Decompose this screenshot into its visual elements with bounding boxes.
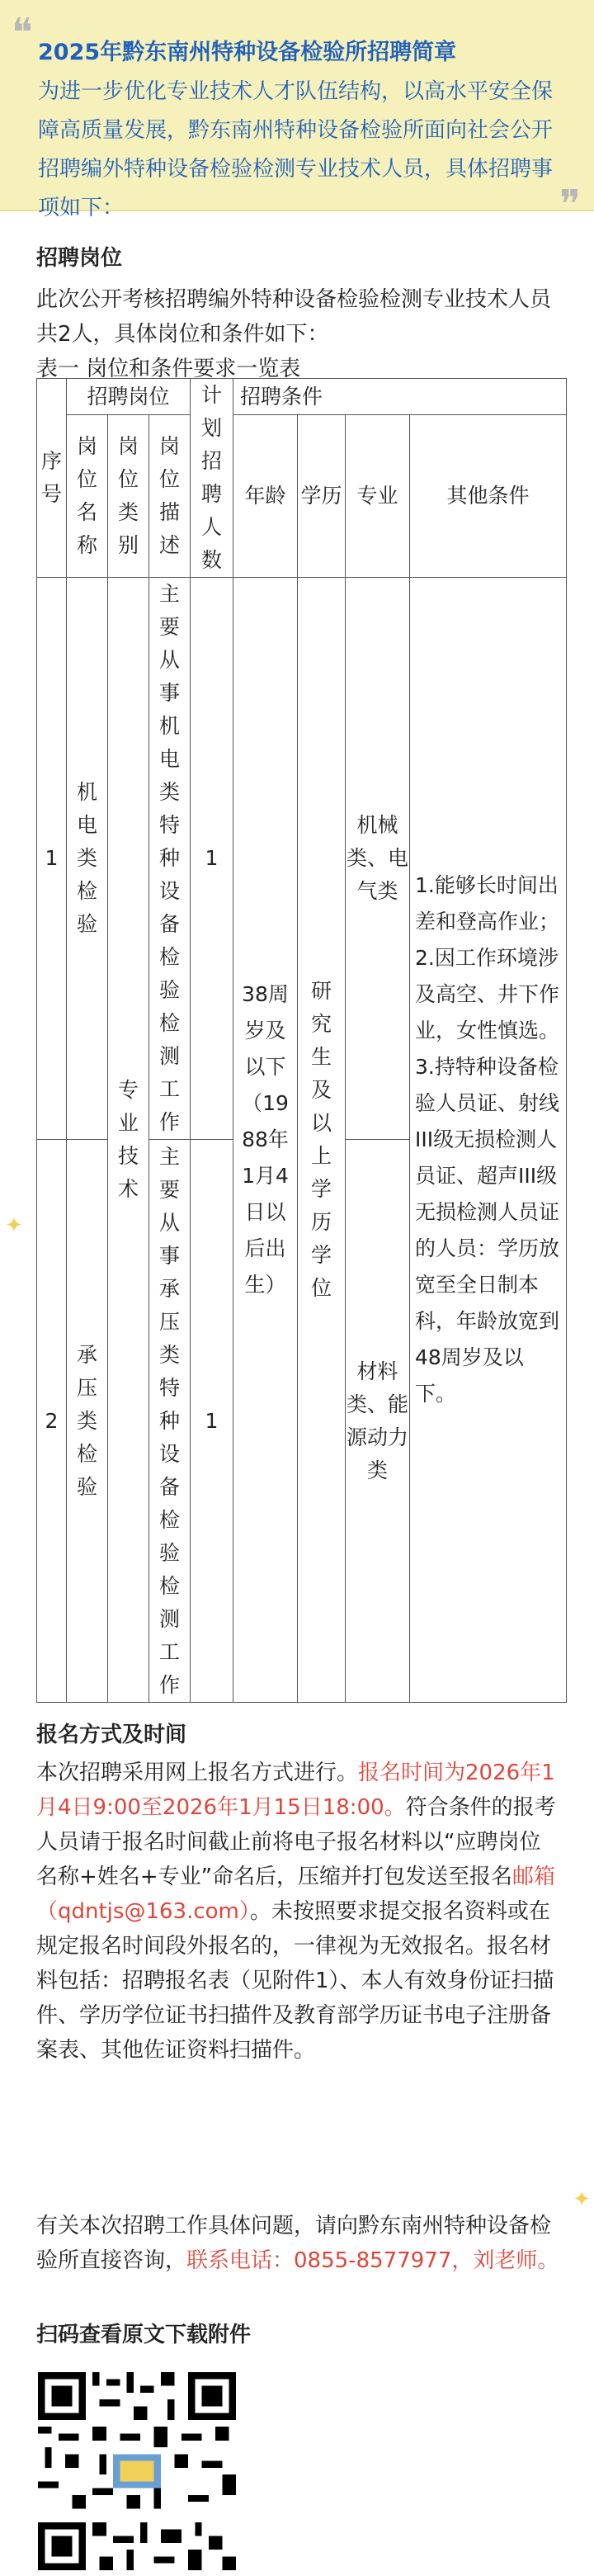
header-post-desc: 岗位描述 bbox=[149, 415, 191, 578]
row-post-name: 机电类检验 bbox=[67, 578, 108, 1140]
header-post-group: 招聘岗位 bbox=[67, 379, 191, 415]
scan-title: 扫码查看原文下载附件 bbox=[36, 2323, 252, 2347]
section-registration bbox=[36, 1721, 561, 2068]
header-major: 专业 bbox=[346, 415, 410, 578]
jobs-table bbox=[36, 378, 567, 1703]
table-subheader-row bbox=[37, 415, 567, 578]
open-quote-icon: ❝ bbox=[12, 10, 33, 56]
header-post-type: 岗位类别 bbox=[108, 415, 149, 578]
header-other: 其他条件 bbox=[410, 415, 567, 578]
section-posts bbox=[36, 244, 561, 386]
row-plan: 1 bbox=[191, 1140, 233, 1703]
section-title-posts: 招聘岗位 bbox=[36, 246, 123, 271]
header-seq: 序号 bbox=[37, 379, 67, 578]
row-post-type: 专业技术 bbox=[108, 578, 149, 1703]
close-quote-icon: ❞ bbox=[559, 182, 581, 228]
intro-text: 为进一步优化专业技术人才队伍结构，以高水平安全保障高质量发展，黔东南州特种设备检验所面向社会公开招聘编外特种设备检验检测专业技术人员，具体招聘事项如下： bbox=[38, 79, 554, 220]
row-post-desc: 主要从事承压类特种设备检验检测工作 bbox=[149, 1140, 191, 1703]
header-edu: 学历 bbox=[298, 415, 346, 578]
row-post-desc: 主要从事机电类特种设备检验检测工作 bbox=[149, 578, 191, 1140]
row-other: 1.能够长时间出差和登高作业；2.因工作环境涉及高空、井下作业，女性慎选。3.持特种设备检验人员证、射线III级无损检测人员证、超声III级无损检测人员证的人员：学历放宽至全日制本科，年龄放宽到48周岁及以下。 bbox=[410, 578, 567, 1703]
page-title: 2025年黔东南州特种设备检验所招聘简章 bbox=[38, 40, 457, 65]
row-age: 38周岁及以下（1988年1月4日以后出生） bbox=[233, 578, 298, 1703]
header-cond-group: 招聘条件 bbox=[233, 379, 567, 415]
header-plan: 计划招聘人数 bbox=[191, 379, 233, 578]
registration-time: 报名时间为2026年1月4日9:00至2026年1月15日18:00。 bbox=[36, 1761, 555, 1820]
row-major: 机械类、电气类 bbox=[346, 578, 410, 1140]
contact-phone: 联系电话：0855-8577977，刘老师。 bbox=[186, 2248, 559, 2273]
qr-code-icon[interactable] bbox=[38, 2372, 236, 2570]
section-contact bbox=[36, 2209, 561, 2278]
table-caption: 表一 岗位和条件要求一览表 bbox=[36, 357, 301, 381]
header-age: 年龄 bbox=[233, 415, 298, 578]
posts-intro: 此次公开考核招聘编外特种设备检验检测专业技术人员共2人，具体岗位和条件如下： bbox=[36, 287, 552, 347]
row-seq: 2 bbox=[37, 1140, 67, 1703]
header-post-name: 岗位名称 bbox=[67, 415, 108, 578]
row-major: 材料类、能源动力类 bbox=[346, 1140, 410, 1703]
table-row bbox=[37, 578, 567, 1140]
registration-text: 本次招聘采用网上报名方式进行。报名时间为2026年1月4日9:00至2026年1月15日18:00。符合条件的报考人员请于报名时间截止前将电子报名材料以“应聘岗位名称+姓名+专业”命名后，压缩并打包发送至报名邮箱（qdntjs@163.com）。未按照要求提交报名资料或在规定报名时间段外报名的，一律视为无效报名。报名材料包括：招聘报名表（见附件1）、本人有效身份证扫描件、学历学位证书扫描件及教育部学历证书电子注册备案表、其他佐证资料扫描件。 bbox=[36, 1761, 556, 2063]
table-header-row bbox=[37, 379, 567, 415]
intro-banner bbox=[0, 0, 594, 228]
row-post-name: 承压类检验 bbox=[67, 1140, 108, 1703]
row-edu: 研究生及以上学历学位 bbox=[298, 578, 346, 1703]
row-seq: 1 bbox=[37, 578, 67, 1140]
row-plan: 1 bbox=[191, 578, 233, 1140]
contact-text: 有关本次招聘工作具体问题，请向黔东南州特种设备检验所直接咨询，联系电话：0855-8577977，刘老师。 bbox=[36, 2214, 559, 2273]
section-title-registration: 报名方式及时间 bbox=[36, 1723, 187, 1747]
sparkle-icon: ✦ bbox=[573, 2187, 591, 2212]
email-link[interactable]: 邮箱（qdntjs@163.com） bbox=[36, 1865, 556, 1924]
sparkle-icon: ✦ bbox=[5, 1213, 23, 1238]
